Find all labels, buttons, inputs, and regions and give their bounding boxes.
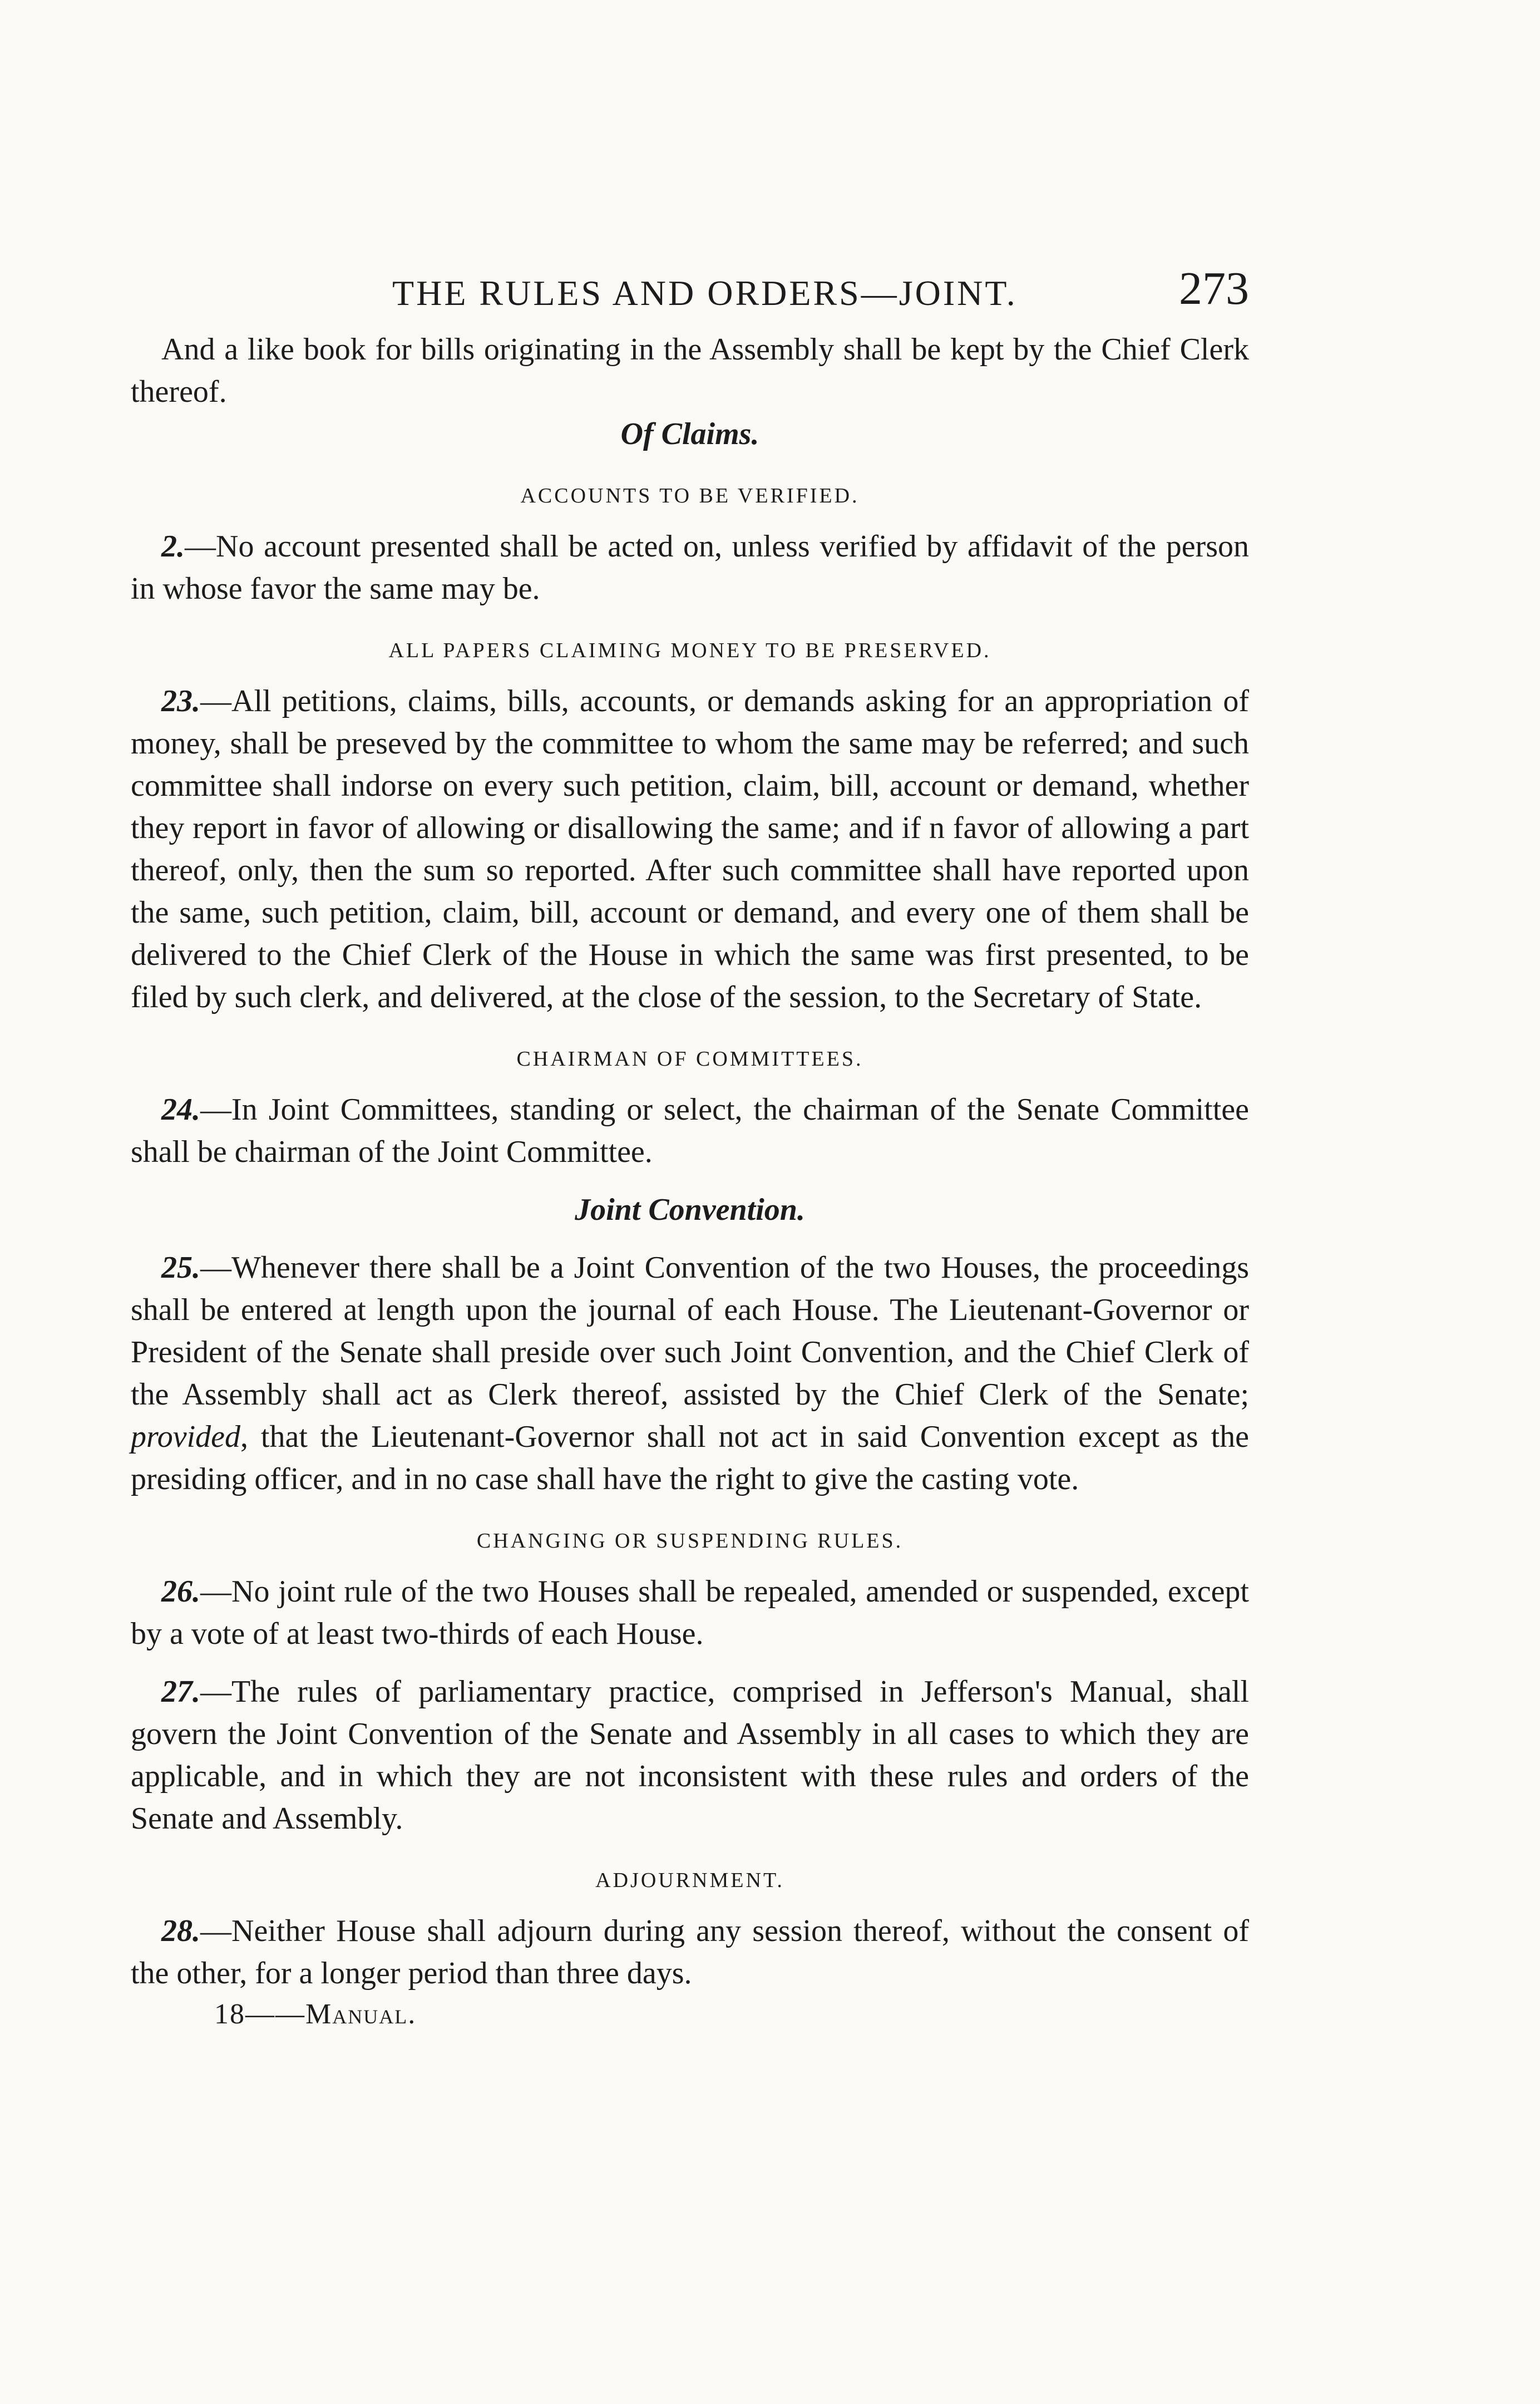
rule-22 bbox=[131, 525, 1249, 610]
rule-emphasis: provided bbox=[131, 1420, 240, 1454]
subhead-chairman-committees: CHAIRMAN OF COMMITTEES. bbox=[516, 1047, 863, 1071]
rule-number: 28. bbox=[161, 1914, 200, 1948]
section-title-joint-convention: Joint Convention. bbox=[575, 1193, 805, 1227]
document-page bbox=[131, 262, 1249, 2031]
rule-27 bbox=[131, 1671, 1249, 1840]
rule-text: —All petitions, claims, bills, accounts, or demands asking for an appropriation of money, shall be preseved by the committee to whom the same may be referred; and such committee shall indorse on every such petition, claim, bill, account or demand, whether they report in favor of allowing or disallowing the same; and if n favor of allowing a part thereof, only, then the sum so reported. After such committee shall have reported upon the same, such petition, claim, bill, account or demand, and every one of them shall be delivered to the Chief Clerk of the House in which the same was first presented, to be filed by such clerk, and delivered, at the close of the session, to the Secretary of State. bbox=[131, 684, 1249, 1014]
rule-text: —In Joint Committees, standing or select, the chairman of the Senate Committee shall be chairman of the Joint Committee. bbox=[131, 1092, 1249, 1169]
rule-24 bbox=[131, 1088, 1249, 1173]
subhead-changing-rules: CHANGING OR SUSPENDING RULES. bbox=[476, 1529, 904, 1553]
rule-number: 25. bbox=[161, 1250, 200, 1285]
rule-text-continued: , that the Lieutenant-Governor shall not act in said Convention except as the presiding officer, and in no case shall have the right to give the casting vote. bbox=[131, 1420, 1249, 1496]
rule-text: —Whenever there shall be a Joint Convention of the two Houses, the proceedings shall be entered at length upon the journal of each House. The Lieutenant-Governor or President of the Senate shall preside over such Joint Convention, and the Chief Clerk of the Assembly shall act as Clerk thereof, assisted by the Chief Clerk of the Senate; bbox=[131, 1250, 1249, 1412]
running-head: THE RULES AND ORDERS—JOINT. bbox=[392, 273, 1018, 313]
subhead-accounts-verified: ACCOUNTS TO BE VERIFIED. bbox=[520, 484, 860, 508]
rule-23 bbox=[131, 680, 1249, 1018]
rule-25 bbox=[131, 1247, 1249, 1500]
rule-26 bbox=[131, 1570, 1249, 1655]
subhead-papers-preserved: ALL PAPERS CLAIMING MONEY TO BE PRESERVED. bbox=[388, 639, 991, 662]
rule-text: —Neither House shall adjourn during any session thereof, without the consent of the other, for a longer period than three days. bbox=[131, 1914, 1249, 1991]
subhead-adjournment: ADJOURNMENT. bbox=[595, 1869, 784, 1892]
section-title-claims: Of Claims. bbox=[620, 417, 759, 451]
rule-text: —No account presented shall be acted on, unless verified by affidavit of the person in whose favor the same may be. bbox=[131, 529, 1249, 606]
rule-number: 26. bbox=[161, 1574, 200, 1609]
page-number: 273 bbox=[1179, 263, 1249, 314]
rule-number: 2. bbox=[161, 529, 185, 564]
page-header bbox=[131, 262, 1249, 328]
rule-text: —No joint rule of the two Houses shall be repealed, amended or suspended, except by a vote of at least two-thirds of each House. bbox=[131, 1574, 1249, 1651]
rule-number: 27. bbox=[161, 1674, 200, 1709]
rule-28 bbox=[131, 1910, 1249, 1994]
intro-paragraph: And a like book for bills originating in the Assembly shall be kept by the Chief Clerk thereof. bbox=[131, 332, 1249, 409]
rule-number: 24. bbox=[161, 1092, 200, 1127]
rule-text: —The rules of parliamentary practice, comprised in Jefferson's Manual, shall govern the Joint Convention of the Senate and Assembly in all cases to which they are applicable, and in which they are not inconsistent with these rules and orders of the Senate and Assembly. bbox=[131, 1674, 1249, 1836]
signature-mark: 18——Manual. bbox=[214, 1998, 417, 2030]
rule-number: 23. bbox=[161, 684, 200, 718]
